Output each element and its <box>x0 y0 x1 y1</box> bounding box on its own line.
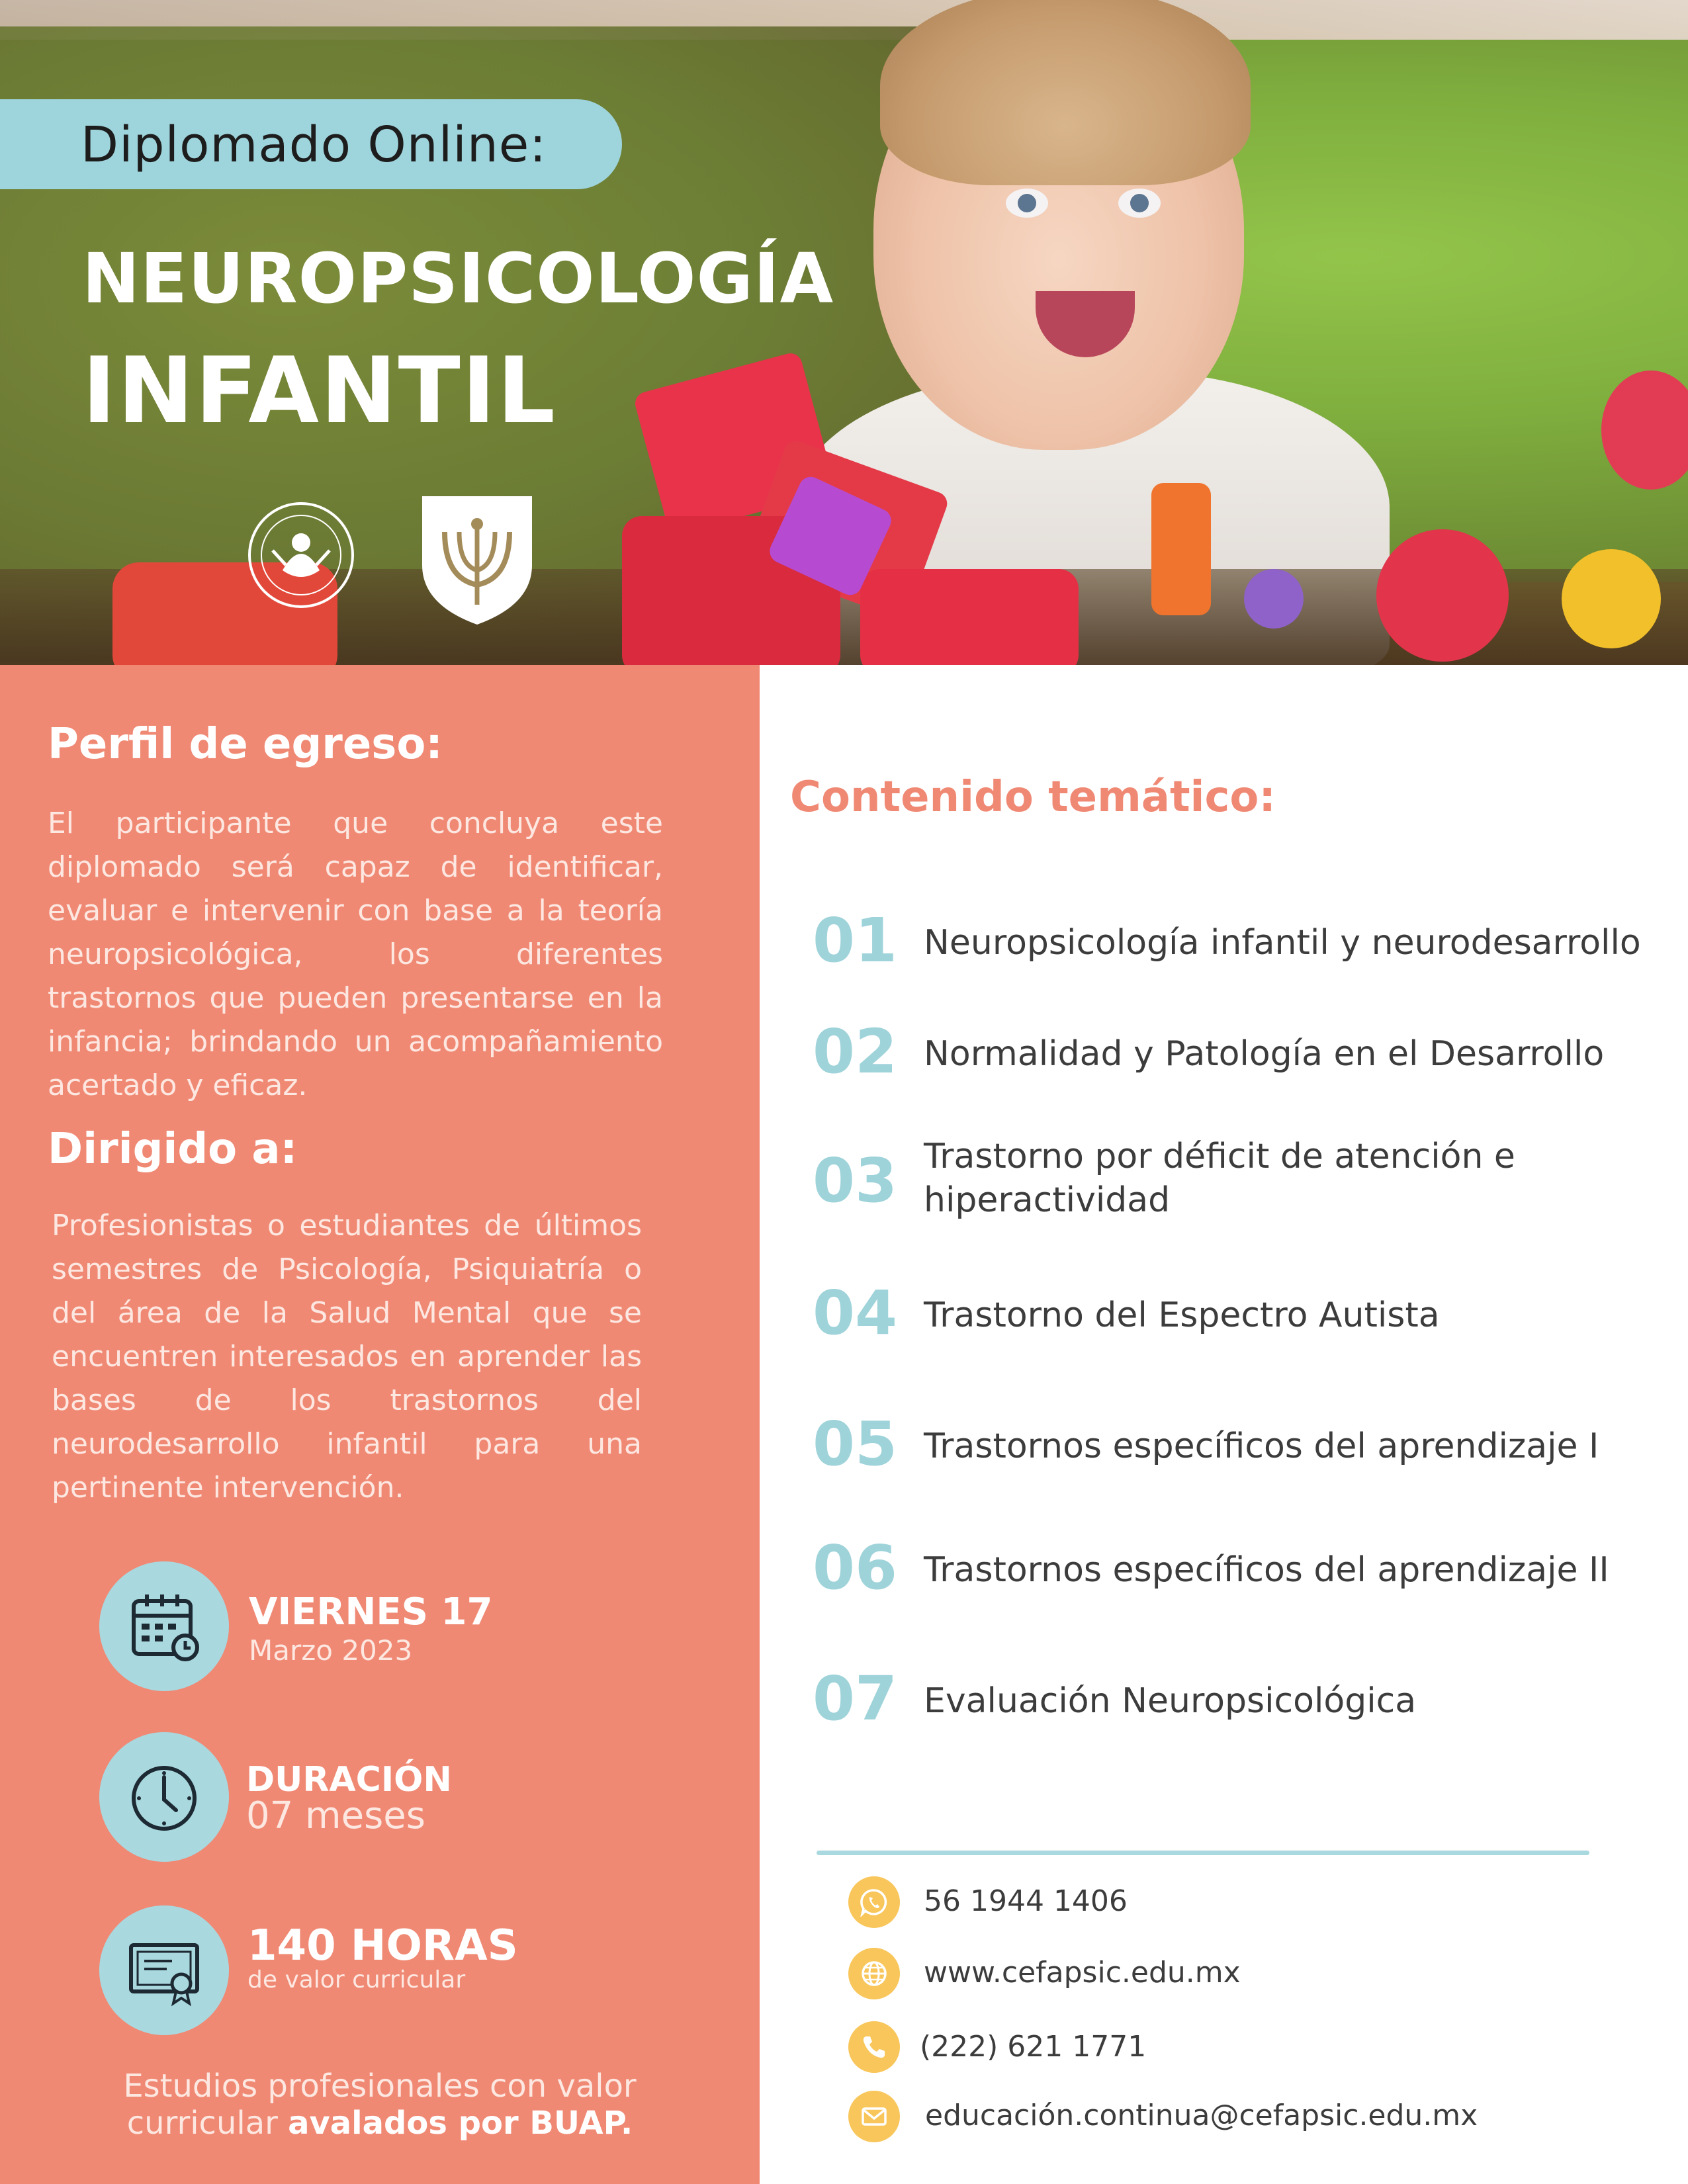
topic-number: 02 <box>813 1016 898 1087</box>
website-link[interactable]: www.cefapsic.edu.mx <box>924 1956 1241 1989</box>
certificate-icon <box>124 1931 204 2010</box>
email-link[interactable]: educación.continua@cefapsic.edu.mx <box>925 2099 1478 2132</box>
cefapsic-shield-logo <box>418 492 536 629</box>
topic-number: 01 <box>813 905 898 976</box>
duration-badge <box>99 1732 229 1862</box>
contenido-heading: Contenido temático: <box>790 773 1276 822</box>
dirigido-heading: Dirigido a: <box>48 1125 298 1174</box>
duration-sub: 07 meses <box>246 1794 425 1837</box>
date-title: VIERNES 17 <box>249 1591 493 1634</box>
perfil-text: El participante que concluya este diplomado será capaz de identificar, evaluar e intervenir con base a la teoría neuropsicológica, los diferentes trastornos que pueden presentarse en la infancia; brindando un acompañamiento acertado y eficaz. <box>48 807 663 1102</box>
topic-text: Trastorno por déficit de atención e hiperactividad <box>924 1137 1515 1220</box>
topic-number: 03 <box>813 1145 898 1216</box>
phone-number[interactable]: (222) 621 1771 <box>920 2030 1147 2064</box>
date-badge <box>99 1561 229 1691</box>
topic-number: 05 <box>813 1409 898 1479</box>
date-sub: Marzo 2023 <box>249 1634 413 1667</box>
topic-number: 04 <box>813 1278 898 1348</box>
topic-number: 07 <box>813 1663 898 1734</box>
topic-number: 06 <box>813 1532 898 1603</box>
hours-title: 140 HORAS <box>247 1921 518 1970</box>
perfil-heading: Perfil de egreso: <box>48 720 443 769</box>
whatsapp-number[interactable]: 56 1944 1406 <box>924 1884 1128 1918</box>
clock-icon <box>124 1757 204 1837</box>
hours-badge <box>99 1905 229 2035</box>
phone-badge <box>848 2021 900 2073</box>
mail-badge <box>848 2091 900 2142</box>
calendar-icon <box>124 1587 204 1666</box>
buap-seal-logo <box>246 491 356 619</box>
topic-text: Normalidad y Patología en el Desarrollo <box>924 1034 1605 1074</box>
topic-text: Trastornos específicos del aprendizaje I <box>924 1426 1599 1466</box>
title-line-2: INFANTIL <box>82 337 556 444</box>
globe-icon <box>860 1959 889 1988</box>
subtitle-pill <box>0 99 622 189</box>
contact-divider <box>817 1851 1589 1855</box>
topic-text: Trastornos específicos del aprendizaje II <box>924 1550 1609 1590</box>
hero-photo <box>0 0 1688 665</box>
mail-icon <box>860 2102 889 2131</box>
web-badge <box>848 1948 900 1999</box>
duration-title: DURACIÓN <box>246 1760 452 1800</box>
buap-endorsement-bold: avalados por BUAP. <box>288 2105 633 2142</box>
topic-text: Neuropsicología infantil y neurodesarrollo <box>924 923 1641 963</box>
phone-icon <box>860 2032 889 2062</box>
buap-endorsement: Estudios profesionales con valor curricular avalados por BUAP. <box>123 2068 637 2142</box>
dirigido-text: Profesionistas o estudiantes de últimos semestres de Psicología, Psiquiatría o del área de la Salud Mental que se encuentren interesados en aprender las bases de los trastornos del neurodesarrollo infantil para una pertinente intervención. <box>52 1209 642 1505</box>
whatsapp-icon <box>860 1888 889 1917</box>
hours-sub: de valor curricular <box>247 1966 466 1993</box>
topic-text: Trastorno del Espectro Autista <box>924 1295 1440 1335</box>
title-line-1: NEUROPSICOLOGÍA <box>82 238 834 319</box>
whatsapp-badge <box>848 1876 900 1928</box>
subtitle-text: Diplomado Online: <box>81 116 547 173</box>
topic-text: Evaluación Neuropsicológica <box>924 1681 1417 1721</box>
